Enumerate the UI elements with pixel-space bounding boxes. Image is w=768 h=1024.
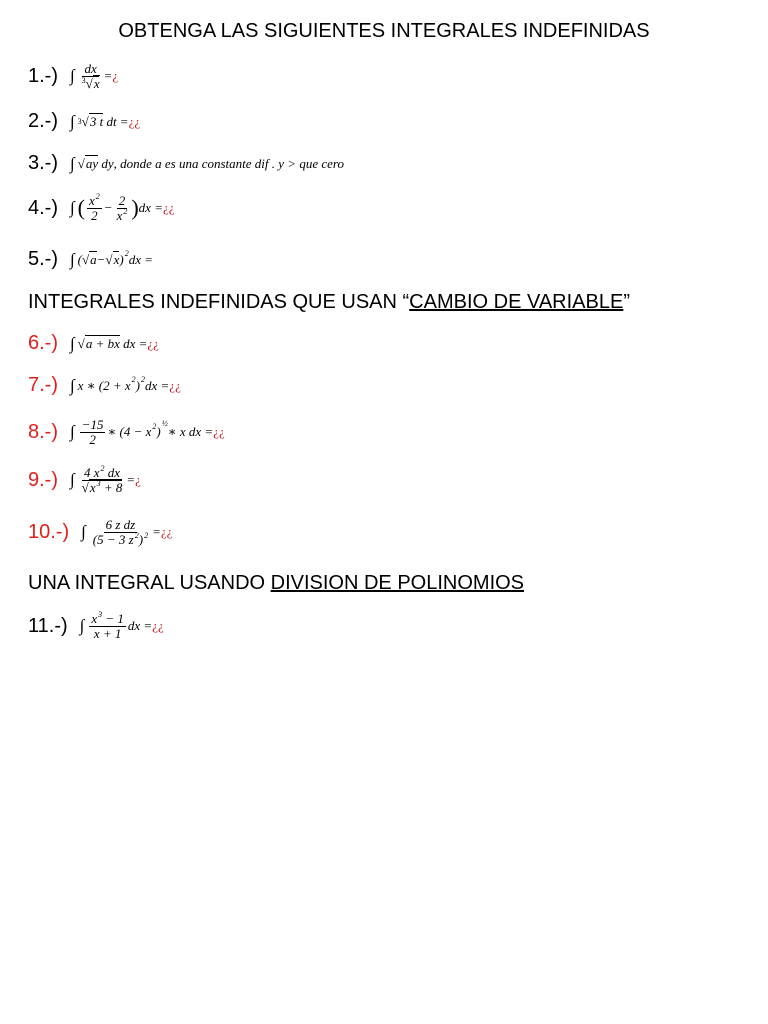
problem-number: 1.-) [28,64,58,87]
problem-number: 8.-) [28,420,58,443]
section-heading-cambio-de-variable: INTEGRALES INDEFINIDAS QUE USAN “CAMBIO DE VARIABLE” [28,291,630,313]
problem-3 [28,152,344,175]
integral-expression: ∫ 3 √ 3 t dt = ¿¿ [70,111,141,131]
problem-8 [28,418,225,446]
problem-2 [28,110,140,133]
integral-expression: ∫ x ∗ (2 + x 2 ) 2 dx = ¿¿ [70,375,181,395]
problem-5 [28,248,153,271]
page-title: OBTENGA LAS SIGUIENTES INTEGRALES INDEFINIDAS [118,20,650,42]
problem-number: 11.-) [28,614,68,637]
section-heading-division-de-polinomios: UNA INTEGRAL USANDO DIVISION DE POLINOMIOS [28,572,525,594]
integral-expression: ∫ √ a + bx dx = ¿¿ [70,333,159,353]
integral-expression: ∫ ( $\frac{x^2}{2}$ − $\frac{2}{x^2}$ ) dx = ¿¿ [70,192,175,223]
problem-1 [28,62,118,90]
integral-expression: ∫ $\frac{4 x^2 dx}{√x^3 + 8}$ = ¿ [70,464,141,495]
problem-note: , donde a es una constante dif . y > que cero [113,155,344,171]
problem-number: 6.-) [28,332,58,354]
problem-4 [28,194,175,222]
problem-number: 7.-) [28,374,58,396]
problem-10 [28,518,172,546]
integral-expression: ∫ √ ay dy , donde a es una constante dif . y > que cero [70,153,344,173]
problem-number: 4.-) [28,196,58,219]
integral-expression: ∫ $\frac{-15}{2}$ ∗ (4 − x 2 ) ½ ∗ x dx = ¿¿ [70,417,225,447]
problem-number: 5.-) [28,248,58,270]
integral-expression: ∫ $\frac{\text{6 z dz}}{(5 - 3 z^2)^2}$ = ¿¿ [81,517,173,547]
problem-number: 10.-) [28,520,70,543]
problem-number: 2.-) [28,110,58,132]
problem-7 [28,374,181,397]
integral-expression: ∫ (√ a −√ x ) 2 dx = [70,249,153,269]
problem-9 [28,466,141,494]
integral-expression: ∫ $\frac{dx}{^3√x}$ = ¿ [70,61,119,91]
problem-number: 9.-) [28,468,58,491]
integral-expression: ∫ $\frac{x^3 - 1}{x + 1}$ dx = ¿¿ [79,610,164,641]
problem-6 [28,332,159,355]
problem-11 [28,612,164,640]
problem-number: 3.-) [28,152,58,174]
